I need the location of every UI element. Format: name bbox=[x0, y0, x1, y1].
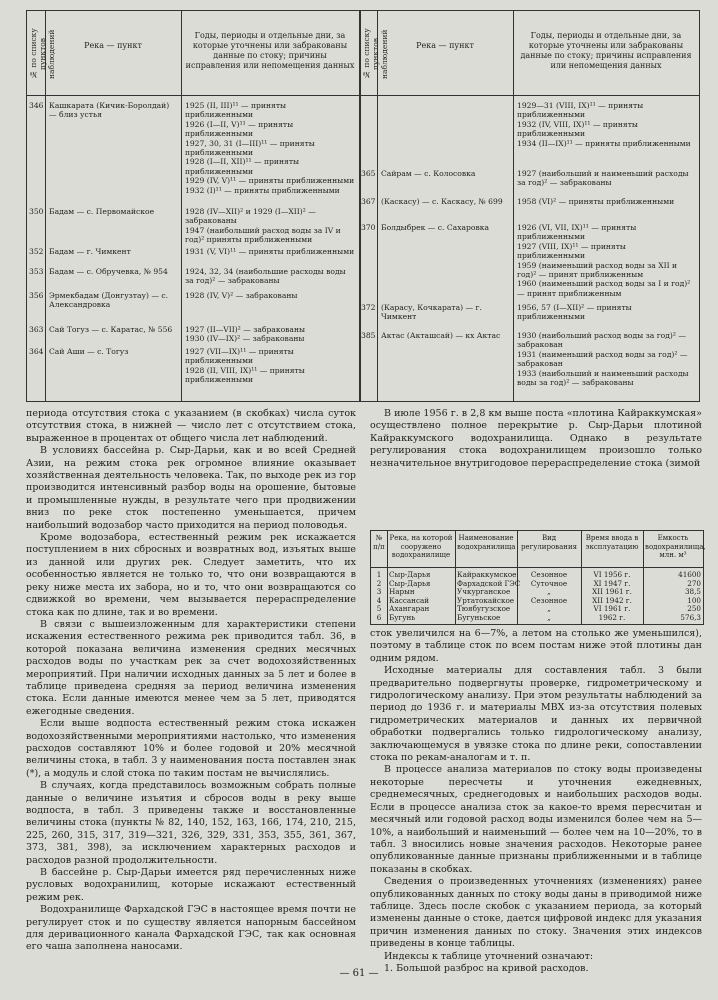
mid-table-cell: Ахангаран bbox=[389, 604, 430, 613]
row-number: 385 bbox=[361, 331, 376, 340]
row-river: Болдыбрек — с. Сахаровка bbox=[381, 223, 489, 232]
mid-table-cell: 100 bbox=[687, 595, 701, 605]
row-years: 1925 (II, III)¹¹ — приняты приближенными 1926 (I—II, V)¹¹ — приняты приближенными 1927, 30, 31 (I—III)¹¹ — приняты приближенными 1928 (I—II, XII)¹¹ — приняты приближенными 1929 (IV, V)¹¹ — приняты приближенными 1932 (I)¹¹ — приняты приближенными bbox=[185, 101, 355, 195]
row-river: Актас (Акташсай) — кх Актас bbox=[381, 331, 501, 340]
mid-table-cell: Сыр-Дарья bbox=[389, 570, 431, 579]
column-divider bbox=[643, 531, 644, 624]
row-river: (Карасу, Кочкарата) — г. Чимкент bbox=[381, 303, 482, 322]
mid-table-cell: 4 bbox=[376, 595, 382, 605]
row-river: Эрмекбадам (Донгузтау) — с. Александровка bbox=[49, 291, 169, 310]
row-number: 367 bbox=[361, 197, 376, 206]
row-number: 372 bbox=[361, 303, 376, 312]
right-text-column-top bbox=[370, 408, 702, 470]
row-years: 1931 (V, VI)¹¹ — приняты приближенными bbox=[185, 247, 355, 256]
row-number: 363 bbox=[29, 325, 44, 334]
paragraph: Индексы к таблице уточнений означают: bbox=[384, 950, 594, 962]
mid-table-cell: 1 bbox=[376, 570, 382, 579]
paragraph: В связи с вышеизложенным для характеристики степени искажения естественного режима рек приводится табл. 36, в которой показана величина изменения средних месячных расходов воды по участкам рек за счет водохозяйственных мероприятий. При наличии исходных данных за 5 лет и более в таблице приведена средняя за период величина изменения стока. Если данные имеются менее чем за 5 лет, приводятся ежегодные сведения. bbox=[26, 618, 356, 717]
header-num-right: № по списку пунктов наблюдений bbox=[362, 28, 389, 80]
mid-table-cell: 41600 bbox=[678, 570, 701, 579]
row-number: 370 bbox=[361, 223, 376, 232]
row-number: 364 bbox=[29, 347, 44, 356]
paragraph: 1. Большой разброс на кривой расходов. bbox=[384, 962, 589, 974]
mid-table-cell: VI 1956 г. bbox=[593, 570, 631, 579]
corrections-table bbox=[26, 10, 700, 402]
row-river: Бадам — с. Обручевка, № 954 bbox=[49, 267, 168, 276]
column-divider bbox=[581, 531, 582, 624]
paragraph: сток увеличился на 6—7%, а летом на столько же уменьшился), поэтому в таблице сток по всем постам ниже этой плотины дан одним рядом. bbox=[370, 628, 702, 664]
mid-table-cell: Бугуньское bbox=[457, 612, 501, 622]
row-number: 356 bbox=[29, 291, 44, 300]
row-river: Сай Тогуз — с. Каратас, № 556 bbox=[49, 325, 173, 334]
mid-table-header: № п/п bbox=[373, 534, 385, 551]
row-years: 1926 (VI, VII, IX)¹¹ — приняты приближенными 1927 (VIII, IX)¹¹ — приняты приближенными 1959 (наименьший расход воды за XII и год)² — принят приближенным 1960 (наименьший расход воды за I и год)² — принят приближенным bbox=[517, 223, 691, 298]
mid-table-cell: VI 1961 г. bbox=[593, 604, 631, 613]
row-number: 353 bbox=[29, 267, 44, 276]
header-years-left: Годы, периоды и отдельные дни, за которые уточнены или забракованы данные по стоку; причины исправления или непомещения данных bbox=[185, 31, 355, 70]
mid-table-cell: 576,3 bbox=[680, 612, 701, 622]
mid-table-header: Время ввода в эксплуатацию bbox=[585, 534, 639, 551]
paragraph: Сведения о произведенных уточнениях (изменениях) ранее опубликованных данных по стоку воды даны в приводимой ниже таблице. Здесь после скобок с указанием периода, за который изменены данные о стоке, дается цифровой индекс для указания причин изменения данных по стоку. Значения этих индексов приведены в конце таблицы. bbox=[370, 876, 702, 950]
row-river: Бадам — г. Чимкент bbox=[49, 247, 131, 256]
mid-table-cell: 6 bbox=[376, 612, 382, 622]
mid-table-cell: XII 1961 г. bbox=[592, 587, 632, 596]
mid-table-cell: XII 1942 г. bbox=[592, 595, 632, 605]
paragraph: В условиях бассейна р. Сыр-Дарьи, как и во всей Средней Азии, на режим стока рек огромное влияние оказывает хозяйственная деятельность человека. Так, по выходе рек из гор производится интенсивный разбор воды на орошение, бытовые и промышленные нужды, в результате чего при продвижении вниз по реке сток постепенно уменьшается, причем наибольший водозабор часто приходится на период половодья. bbox=[26, 445, 356, 531]
paragraph: Кроме водозабора, естественный режим рек искажается поступлением в них сбросных и возвратных вод, изъятых выше из данной или других рек. Следует заметить, что их особенностью является не только то, что они возвращаются в реку ниже места их забора, но и то, что они возвращаются со сдвижкой во времени, чем вызывается перераспределение стока как по длине, так и во времени. bbox=[26, 532, 356, 618]
mid-table-cell: XI 1947 г. bbox=[593, 578, 631, 588]
mid-table-cell: 2 bbox=[376, 578, 382, 588]
mid-table-cell: „ bbox=[547, 587, 551, 596]
row-number: 365 bbox=[361, 169, 376, 178]
row-number: 352 bbox=[29, 247, 44, 256]
paragraph: В случаях, когда представилось возможным собрать полные данные о величине изъятия и сбросов воды в реку выше водпоста, в табл. 3 приведены также и восстановленные величины стока (пункты № 82, 140, 152, 163, 166, 174, 210, 215, 225, 260, 315, 317, 319—321, 326, 329, 331, 353, 355, 361, 367, 373, 381, 398), за исключением характерных расходов и расходов разной продолжительности. bbox=[26, 780, 356, 866]
row-years: 1956, 57 (I—XII)² — приняты приближенными bbox=[517, 303, 632, 322]
row-number: 350 bbox=[29, 207, 44, 216]
mid-table-cell: Сыр-Дарья bbox=[389, 578, 431, 588]
mid-table-cell: „ bbox=[547, 604, 551, 613]
header-river-left: Река — пункт bbox=[84, 41, 142, 50]
row-river: Сай Аши — с. Тогуз bbox=[49, 347, 129, 356]
reservoirs-table bbox=[370, 530, 704, 625]
mid-table-cell: Фархадской ГЭС bbox=[457, 578, 521, 588]
row-years: 1927 (II—VII)² — забракованы 1930 (IV—IX)² — забракованы bbox=[185, 325, 306, 344]
paragraph: В бассейне р. Сыр-Дарьи имеется ряд перечисленных ниже русловых водохранилищ, которые искажают естественный режим рек. bbox=[26, 867, 356, 903]
row-river: Кашкарата (Кичик-Боролдай) — близ устья bbox=[49, 101, 170, 120]
mid-table-cell: Суточное bbox=[530, 578, 568, 588]
header-years-right: Годы, периоды и отдельные дни, за которые уточнены или забракованы данные по стоку; причины исправления или непомещения данных bbox=[520, 31, 692, 70]
mid-table-cell: Тюябугузское bbox=[457, 604, 511, 613]
row-years: 1928 (IV—XII)² и 1929 (I—XII)² — забракованы 1947 (наибольший расход воды за IV и год)² приняты приближенными bbox=[185, 207, 341, 245]
mid-table-cell: 250 bbox=[687, 604, 701, 613]
right-text-column bbox=[370, 628, 702, 975]
row-years: 1958 (VI)² — приняты приближенными bbox=[517, 197, 675, 206]
row-years: 1928 (IV, V)² — забракованы bbox=[185, 291, 298, 300]
mid-table-cell: Сезонное bbox=[530, 595, 568, 605]
mid-table-cell: „ bbox=[547, 612, 551, 622]
header-river-right: Река — пункт bbox=[416, 41, 474, 50]
mid-table-cell: 1962 г. bbox=[598, 612, 626, 622]
paragraph: В процессе анализа материалов по стоку воды произведены некоторые пересчеты и уточнения ежедневных, среднемесячных, среднегодовых и наибольших расходов воды. Если в процессе анализа сток за какое-то время пересчитан и месячный или годовой расход воды изменился более чем на 5—10%, а наибольший и наименьший — более чем на 10—20%, то в табл. 3 вносились новые значения расходов. Некоторые ранее опубликованные данные признаны приближенными и в таблице показаны в скобках. bbox=[370, 764, 702, 875]
header-divider bbox=[371, 567, 703, 568]
mid-table-header: Вид регулирования bbox=[520, 534, 578, 551]
mid-table-cell: Бугунь bbox=[389, 612, 416, 622]
mid-table-cell: Сезонное bbox=[530, 570, 568, 579]
column-divider bbox=[387, 531, 388, 624]
mid-table-header: Река, на которой сооружено водохранилище bbox=[389, 534, 453, 559]
mid-table-cell: 5 bbox=[376, 604, 382, 613]
mid-table-cell: Уртатокайское bbox=[457, 595, 515, 605]
paragraph: Исходные материалы для составления табл. 3 были предварительно подвергнуты проверке, гидрометрическому и гидрологическому анализу. При этом результаты наблюдений за период до 1936 г. и материалы МВХ из-за отсутствия полевых гидрометрических материалов и данных их первичной обработки подвергались только гидрологическому анализу, заключающемуся в увязке стока по длине реки, сопоставлении стока по рекам-аналогам и т. п. bbox=[370, 665, 702, 764]
mid-table-header: Наименование водохранилища bbox=[457, 534, 516, 551]
row-years: 1930 (наибольший расход воды за год)² — забракован 1931 (наименьший расход воды за год)² — забракован 1933 (наибольший и наименьший расходы воды за год)² — забракованы bbox=[517, 331, 689, 388]
row-river: (Каскасу) — с. Каскасу, № 699 bbox=[381, 197, 503, 206]
row-river: Бадам — с. Первомайское bbox=[49, 207, 155, 216]
mid-table-cell: 270 bbox=[687, 578, 701, 588]
row-years: 1929—31 (VIII, IX)¹¹ — приняты приближенными 1932 (IV, VIII, IX)¹¹ — приняты приближенными 1934 (II—IX)¹¹ — приняты приближенными bbox=[517, 101, 691, 148]
paragraph: Водохранилище Фархадской ГЭС в настоящее время почти не регулирует сток и по существу является напорным бассейном для деривационного канала Фархадской ГЭС, так как основная его чаша заполнена наносами. bbox=[26, 904, 356, 953]
mid-table-header: Емкость водохранилища, млн. м³ bbox=[645, 534, 706, 559]
page-number: — 61 — bbox=[339, 968, 379, 979]
left-text-column bbox=[26, 408, 356, 954]
mid-table-cell: Кайраккумское bbox=[457, 570, 517, 579]
mid-table-cell: Учкурганское bbox=[457, 587, 511, 596]
mid-table-cell: Кассансай bbox=[389, 595, 430, 605]
column-divider bbox=[455, 531, 456, 624]
paragraph: Если выше водпоста естественный режим стока искажен водохозяйственными мероприятиями настолько, что изменения расходов составляют 10% и более годовой и 20% месячной величины стока, в табл. 3 у наименования поста поставлен знак (*), а модуль и слой стока по таким постам не вычислялись. bbox=[26, 718, 356, 779]
row-number: 346 bbox=[29, 101, 44, 110]
paragraph: В июле 1956 г. в 2,8 км выше поста «плотина Кайраккумская» осуществлено полное перекрытие р. Сыр-Дарьи плотиной Кайраккумского водохранилища. Однако в результате регулирования стока водохранилищем произошло только незначительное внутригодовое перераспределение стока (зимой bbox=[370, 408, 702, 469]
row-years: 1924, 32, 34 (наибольшие расходы воды за год)² — забракованы bbox=[185, 267, 346, 286]
mid-table-cell: 3 bbox=[376, 587, 382, 596]
row-years: 1927 (VII—IX)¹¹ — приняты приближенными 1928 (II, VIII, IX)¹¹ — приняты приближенными bbox=[185, 347, 305, 385]
row-river: Сайрам — с. Колосовка bbox=[381, 169, 476, 178]
row-years: 1927 (наибольший и наименьший расходы за год)² — забракованы bbox=[517, 169, 689, 188]
paragraph: периода отсутствия стока с указанием (в скобках) числа суток отсутствия стока, в нижней — число лет с отсутствием стока, выраженное в процентах от общего числа лет наблюдений. bbox=[26, 408, 356, 444]
mid-table-cell: 38,5 bbox=[684, 587, 701, 596]
header-num-left: № по списку пунктов наблюдений bbox=[29, 28, 56, 80]
mid-table-cell: Нарын bbox=[389, 587, 415, 596]
column-divider bbox=[517, 531, 518, 624]
